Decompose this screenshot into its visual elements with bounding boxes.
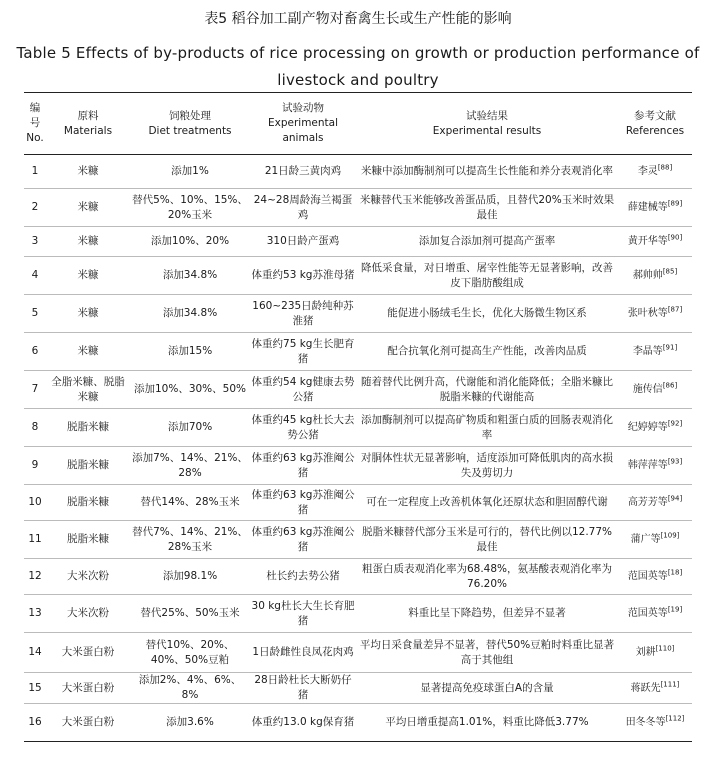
cell-reference <box>618 295 692 333</box>
cell-reference <box>618 189 692 227</box>
reference-author: 李晶等 <box>632 346 663 357</box>
header-animals <box>250 93 356 155</box>
cell-result: 添加复合添加剂可提高产蛋率 <box>418 235 556 247</box>
header-references-cn: 参考文献 <box>634 109 676 122</box>
reference-number: [112] <box>665 714 685 723</box>
reference-author: 张叶秋等 <box>627 308 668 319</box>
cell-diet: 替代14%、28%玉米 <box>140 496 240 508</box>
reference-author: 田冬冬等 <box>625 717 666 728</box>
cell-result: 平均日增重提高1.01%，料重比降低3.77% <box>385 716 589 728</box>
cell-diet: 添加7%、14%、21%、28% <box>132 451 248 479</box>
reference-number: [109] <box>660 531 680 540</box>
table-row <box>24 155 692 189</box>
cell-reference <box>618 447 692 485</box>
table-row <box>24 189 692 227</box>
cell-reference <box>618 257 692 295</box>
cell-no: 14 <box>28 646 42 658</box>
reference-number: [85] <box>662 267 678 276</box>
header-animals-cn: 试验动物 <box>282 102 324 114</box>
cell-material: 大米蛋白粉 <box>61 716 115 728</box>
table-row <box>24 633 692 673</box>
cell-animal: 1日龄雌性良凤花肉鸡 <box>252 646 354 658</box>
cell-reference <box>618 485 692 521</box>
header-references-en: References <box>625 124 685 137</box>
cell-no: 16 <box>28 716 42 728</box>
cell-reference <box>618 155 692 189</box>
reference-number: [91] <box>662 343 678 352</box>
cell-diet: 替代25%、50%玉米 <box>140 607 240 619</box>
reference-number: [18] <box>667 568 683 577</box>
table-body <box>24 155 692 742</box>
cell-animal: 160~235日龄纯种苏淮猪 <box>252 299 354 327</box>
reference-author: 蒋跃先 <box>630 682 661 694</box>
cell-material: 全脂米糠、脱脂米糠 <box>51 375 125 403</box>
cell-diet: 替代7%、14%、21%、28%玉米 <box>132 525 248 553</box>
cell-no: 3 <box>31 235 39 247</box>
cell-result: 配合抗氧化剂可提高生产性能，改善肉品质 <box>387 345 587 357</box>
cell-reference <box>618 633 692 673</box>
header-no-cn: 编号 <box>29 102 41 129</box>
header-diet-cn: 饲粮处理 <box>169 109 211 122</box>
cell-material: 米糠 <box>77 345 99 357</box>
cell-no: 9 <box>31 459 39 471</box>
cell-result: 平均日采食量差异不显著，替代50%豆粕时料重比显著高于其他组 <box>359 638 615 666</box>
reference-author: 刘耕 <box>635 647 656 658</box>
cell-animal: 体重约75 kg生长肥育猪 <box>251 337 355 365</box>
table-row <box>24 673 692 704</box>
header-materials-cn: 原料 <box>77 109 99 122</box>
cell-no: 12 <box>28 570 42 582</box>
cell-no: 1 <box>31 165 39 177</box>
reference-number: [19] <box>667 605 683 614</box>
reference-author: 韩萍萍等 <box>627 460 668 471</box>
cell-material: 米糠 <box>77 235 99 247</box>
table-row <box>24 371 692 409</box>
data-table <box>24 92 692 742</box>
cell-no: 15 <box>28 681 42 694</box>
table-row <box>24 257 692 295</box>
cell-diet: 添加70% <box>167 421 213 433</box>
reference-number: [93] <box>667 457 683 466</box>
cell-animal: 体重约63 kg苏淮阉公猪 <box>251 488 355 516</box>
cell-result: 米糠中添加酶制剂可以提高生长性能和养分表观消化率 <box>361 165 613 177</box>
cell-result: 对胴体性状无显著影响，适度添加可降低肌肉的高水损失及剪切力 <box>361 451 613 479</box>
cell-no: 13 <box>28 607 42 619</box>
reference-author: 李灵 <box>637 166 658 177</box>
cell-diet: 添加3.6% <box>166 716 214 728</box>
cell-result: 可在一定程度上改善机体氧化还原状态和胆固醇代谢 <box>366 496 608 508</box>
cell-animal: 体重约54 kg健康去势公猪 <box>251 375 355 403</box>
header-results <box>356 93 618 155</box>
cell-animal: 30 kg杜长大生长育肥猪 <box>251 599 355 627</box>
cell-result: 粗蛋白质表观消化率为68.48%，氨基酸表观消化率为76.20% <box>361 562 613 590</box>
header-diet-en: Diet treatments <box>148 124 232 137</box>
cell-material: 米糠 <box>77 307 99 319</box>
reference-author: 黄开华等 <box>627 236 668 247</box>
cell-result: 随着替代比例升高，代谢能和消化能降低；全脂米糠比脱脂米糠的代谢能高 <box>361 375 613 403</box>
cell-result: 显著提高免疫球蛋白A的含量 <box>420 681 554 694</box>
cell-no: 2 <box>31 201 39 213</box>
cell-diet: 替代10%、20%、40%、50%豆粕 <box>145 638 235 666</box>
reference-author: 薛建械等 <box>627 202 668 213</box>
table-row <box>24 295 692 333</box>
reference-author: 纪婷婷等 <box>627 422 668 433</box>
table-row <box>24 704 692 742</box>
cell-diet: 添加2%、4%、6%、8% <box>138 674 242 701</box>
cell-no: 6 <box>31 345 39 357</box>
cell-material: 米糠 <box>77 269 99 281</box>
cell-reference <box>618 227 692 257</box>
cell-no: 5 <box>31 307 39 319</box>
reference-number: [111] <box>660 680 680 689</box>
cell-reference <box>618 521 692 559</box>
cell-no: 7 <box>31 383 39 395</box>
reference-author: 施传信 <box>632 384 663 395</box>
cell-result: 料重比呈下降趋势，但差异不显著 <box>408 607 566 619</box>
cell-animal: 体重约13.0 kg保育猪 <box>251 716 355 728</box>
cell-diet: 添加34.8% <box>162 269 218 281</box>
header-diet <box>130 93 250 155</box>
reference-number: [87] <box>667 305 683 314</box>
reference-number: [89] <box>667 199 683 208</box>
cell-animal: 24~28周龄海兰褐蛋鸡 <box>253 193 353 221</box>
table-title-chinese: 表5 稻谷加工副产物对畜禽生长或生产性能的影响 <box>204 11 512 27</box>
cell-reference <box>618 409 692 447</box>
cell-reference <box>618 333 692 371</box>
reference-number: [86] <box>662 381 678 390</box>
cell-reference <box>618 559 692 595</box>
cell-animal: 310日龄产蛋鸡 <box>266 235 340 247</box>
cell-result: 添加酶制剂可以提高矿物质和粗蛋白质的回肠表观消化率 <box>361 413 613 441</box>
cell-reference <box>618 704 692 742</box>
cell-animal: 体重约53 kg苏淮母猪 <box>251 269 355 281</box>
header-results-en: Experimental results <box>432 124 542 137</box>
cell-diet: 添加10%、30%、50% <box>133 383 246 395</box>
table-header <box>24 93 692 155</box>
reference-author: 范国英等 <box>627 608 668 619</box>
cell-diet: 添加34.8% <box>162 307 218 319</box>
cell-no: 11 <box>28 533 42 545</box>
header-materials-en: Materials <box>63 124 113 137</box>
reference-number: [92] <box>667 419 683 428</box>
cell-reference <box>618 595 692 633</box>
cell-reference <box>618 673 692 704</box>
cell-diet: 添加15% <box>167 345 213 357</box>
cell-material: 大米蛋白粉 <box>61 681 115 694</box>
reference-number: [110] <box>655 644 675 653</box>
table-row <box>24 485 692 521</box>
header-references <box>618 93 692 155</box>
header-animals-en: Experimental animals <box>267 117 339 144</box>
cell-animal: 体重约63 kg苏淮阉公猪 <box>251 525 355 553</box>
reference-number: [90] <box>667 233 683 242</box>
cell-material: 米糠 <box>77 165 99 177</box>
cell-material: 脱脂米糠 <box>67 533 109 545</box>
table-row <box>24 409 692 447</box>
cell-result: 米糠替代玉米能够改善蛋品质，且替代20%玉米时效果最佳 <box>359 193 615 221</box>
cell-material: 大米次粉 <box>67 570 109 582</box>
cell-animal: 28日龄杜长大断奶仔猪 <box>254 674 352 701</box>
header-no-en: No. <box>26 132 44 144</box>
cell-animal: 体重约63 kg苏淮阉公猪 <box>251 451 355 479</box>
header-no <box>24 93 46 155</box>
reference-author: 郝帅帅 <box>632 270 663 281</box>
cell-diet: 替代5%、10%、15%、20%玉米 <box>132 193 248 221</box>
table-row <box>24 447 692 485</box>
reference-author: 范国英等 <box>627 571 668 582</box>
header-materials <box>46 93 130 155</box>
cell-material: 米糠 <box>77 201 99 213</box>
cell-diet: 添加1% <box>171 165 209 177</box>
cell-animal: 杜长约去势公猪 <box>266 570 340 582</box>
reference-author: 蒲广等 <box>630 534 661 545</box>
cell-no: 10 <box>28 496 42 508</box>
cell-material: 脱脂米糠 <box>67 496 109 508</box>
table-title-english: Table 5 Effects of by-products of rice processing on growth or production performance of livestock and poultry <box>16 44 700 89</box>
cell-result: 能促进小肠绒毛生长，优化大肠微生物区系 <box>387 307 587 319</box>
header-results-cn: 试验结果 <box>466 109 508 122</box>
cell-diet: 添加98.1% <box>162 570 218 582</box>
table-row <box>24 227 692 257</box>
cell-diet: 添加10%、20% <box>150 235 230 247</box>
cell-reference <box>618 371 692 409</box>
cell-material: 大米蛋白粉 <box>61 646 115 658</box>
table-row <box>24 521 692 559</box>
cell-result: 降低采食量，对日增重、屠宰性能等无显著影响，改善皮下脂肪酸组成 <box>361 261 613 289</box>
cell-material: 大米次粉 <box>67 607 109 619</box>
cell-no: 8 <box>31 421 39 433</box>
cell-no: 4 <box>31 269 39 281</box>
table-row <box>24 333 692 371</box>
cell-material: 脱脂米糠 <box>67 421 109 433</box>
cell-result: 脱脂米糠替代部分玉米是可行的，替代比例以12.77%最佳 <box>361 525 613 553</box>
cell-material: 脱脂米糠 <box>67 459 109 471</box>
cell-animal: 体重约45 kg杜长大去势公猪 <box>251 413 355 441</box>
reference-number: [94] <box>667 494 683 503</box>
table-row <box>24 559 692 595</box>
reference-author: 高芳芳等 <box>627 497 668 508</box>
table-row <box>24 595 692 633</box>
cell-animal: 21日龄三黄肉鸡 <box>264 165 342 177</box>
reference-number: [88] <box>657 163 673 172</box>
